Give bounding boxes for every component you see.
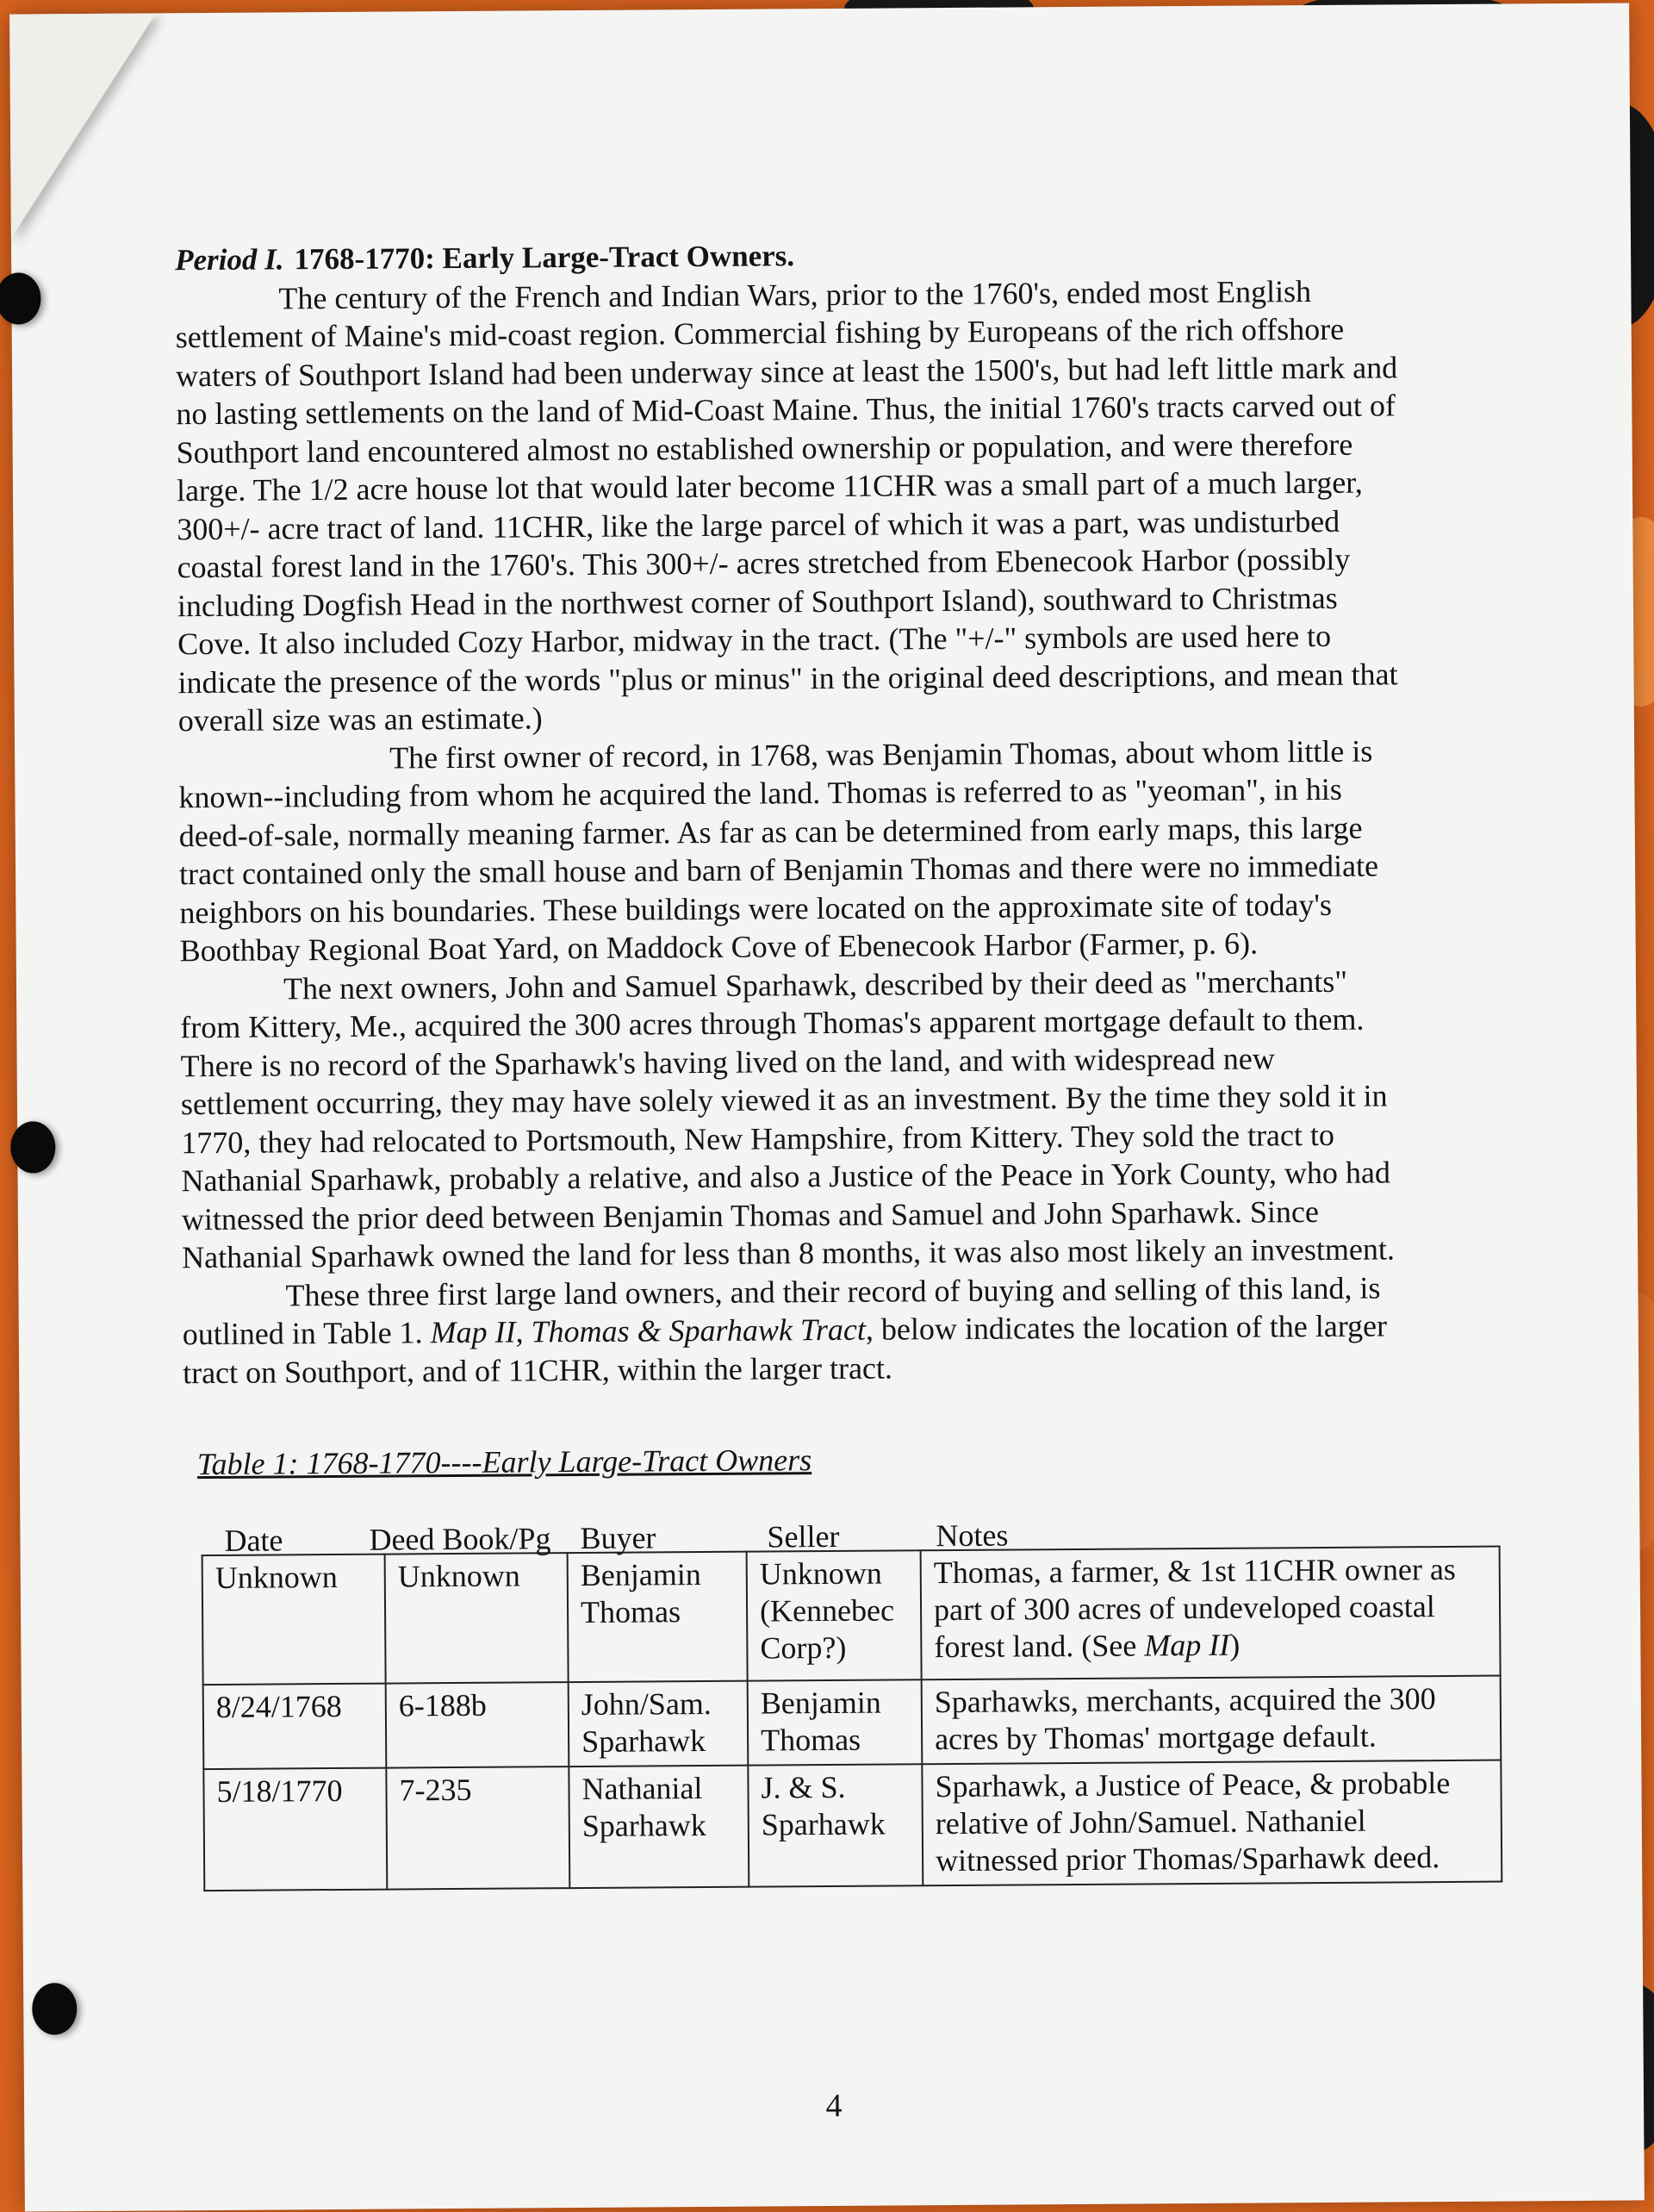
binder-hole-bottom (32, 1983, 77, 2034)
table-row (203, 1675, 1502, 1769)
header-date: Date (224, 1522, 283, 1558)
cell-buyer: John/Sam. Sparhawk (569, 1680, 749, 1766)
deed-table (202, 1545, 1503, 1891)
notes-text: Thomas, a farmer, & 1st 11CHR owner as part of 300 acres of undeveloped coastal forest land. (See (933, 1551, 1456, 1664)
paragraph-2: The first owner of record, in 1768, was Benjamin Thomas, about whom little is known--including from whom he acquired the land. Thomas is referred to as "yeoman", in his deed-of-sale, normally meaning farmer. As far as can be determined from early maps, this large tract contained only the small house and barn of Benjamin Thomas and there were no immediate neighbors on his boundaries. These buildings were located on the approximate site of today's Boothbay Regional Boat Yard, on Maddock Cove of Ebenecook Harbor (Farmer, p. 6). (178, 733, 1379, 969)
notes-text-end: ) (1229, 1627, 1240, 1662)
cell-seller: J. & S. Sparhawk (748, 1764, 923, 1886)
table-title: Table 1: 1768-1770----Early Large-Tract Owners (196, 1442, 812, 1482)
cell-notes (921, 1546, 1501, 1679)
paragraph-4 (182, 1268, 1406, 1392)
paragraph-1: The century of the French and Indian Wars, prior to the 1760's, ended most English settlement of Maine's mid-coast region. Commercial fishing by Europeans of the rich offshore waters of Southport Island had been underway since at least the 1500's, but had left little mark and no lasting settlements on the land of Mid-Coast Maine. Thus, the initial 1760's tracts carved out of Southport land encountered almost no established ownership or population, and were therefore large. The 1/2 acre house lot that would later become 11CHR was a small part of a much larger, 300+/- acre tract of land. 11CHR, like the large parcel of which it was a part, was undisturbed coastal forest land in the 1760's. This 300+/- acres stretched from Ebenecook Harbor (possibly including Dogfish Head in the northwest corner of Southport Island), southward to Christmas Cove. It also included Cozy Harbor, midway in the tract. (The "+/-" symbols are used here to indicate the presence of the words "plus or minus" in the original deed descriptions, and mean that overall size was an estimate.) (175, 273, 1398, 738)
folded-corner (9, 13, 158, 238)
paragraph-4-text-b: , below indicates the location of the larger tract on Southport, and of 11CHR, within the larger tract. (182, 1308, 1388, 1390)
section-title: 1768-1770: Early Large-Tract Owners. (294, 239, 795, 277)
period-label: Period I. (174, 242, 284, 277)
cell-date: 8/24/1768 (203, 1683, 387, 1768)
page-content (174, 233, 1456, 1891)
binder-hole-top (0, 272, 41, 324)
header-seller: Seller (767, 1518, 840, 1554)
table-row (202, 1546, 1501, 1685)
cell-notes: Sparhawk, a Justice of Peace, & probable relative of John/Samuel. Nathaniel witnessed prior Thomas/Sparhawk deed. (922, 1760, 1502, 1885)
notes-map-reference: Map II (1144, 1627, 1230, 1662)
map-reference: Map II, Thomas & Sparhawk Tract (430, 1312, 867, 1350)
cell-deed: 7-235 (386, 1766, 569, 1889)
header-buyer: Buyer (580, 1519, 656, 1555)
paragraph-4-text-a: These three first large land owners, and their record of buying and selling of this land, is outlined in Table 1. (182, 1270, 1381, 1352)
cell-deed: 6-188b (386, 1682, 569, 1767)
cell-date: Unknown (202, 1554, 386, 1684)
paragraph-3: The next owners, John and Samuel Sparhawk, described by their deed as "merchants" from Kittery, Me., acquired the 300 acres through Thomas's apparent mortgage default to them. There is no record of the Sparhawk's having lived on the land, and with widespread new settlement occurring, they may have solely viewed it as an investment. By the time they sold it in 1770, they had relocated to Portsmouth, New Hampshire, from Kittery. They sold the tract to Nathanial Sparhawk, probably a relative, and also a Justice of the Peace in York County, who had witnessed the prior deed between Benjamin Thomas and Samuel and John Sparhawk. Since Nathanial Sparhawk owned the land for less than 8 months, it was also most likely an investment. (180, 963, 1396, 1275)
cell-seller: Benjamin Thomas (748, 1679, 923, 1765)
cell-buyer: Nathanial Sparhawk (569, 1765, 749, 1887)
cell-buyer: Benjamin Thomas (568, 1551, 748, 1681)
cell-deed: Unknown (385, 1553, 569, 1683)
cell-notes: Sparhawks, merchants, acquired the 300 acres by Thomas' mortgage default. (922, 1675, 1502, 1764)
document-page (9, 3, 1645, 2211)
cell-date: 5/18/1770 (203, 1767, 387, 1890)
header-deed-book: Deed Book/Pg (369, 1520, 551, 1557)
table-column-headers (183, 1505, 1407, 1558)
page-number: 4 (825, 2087, 843, 2125)
binder-hole-middle (10, 1121, 55, 1173)
header-notes: Notes (936, 1517, 1009, 1553)
table-row (203, 1760, 1502, 1891)
cell-seller: Unknown (Kennebec Corp?) (747, 1550, 922, 1680)
